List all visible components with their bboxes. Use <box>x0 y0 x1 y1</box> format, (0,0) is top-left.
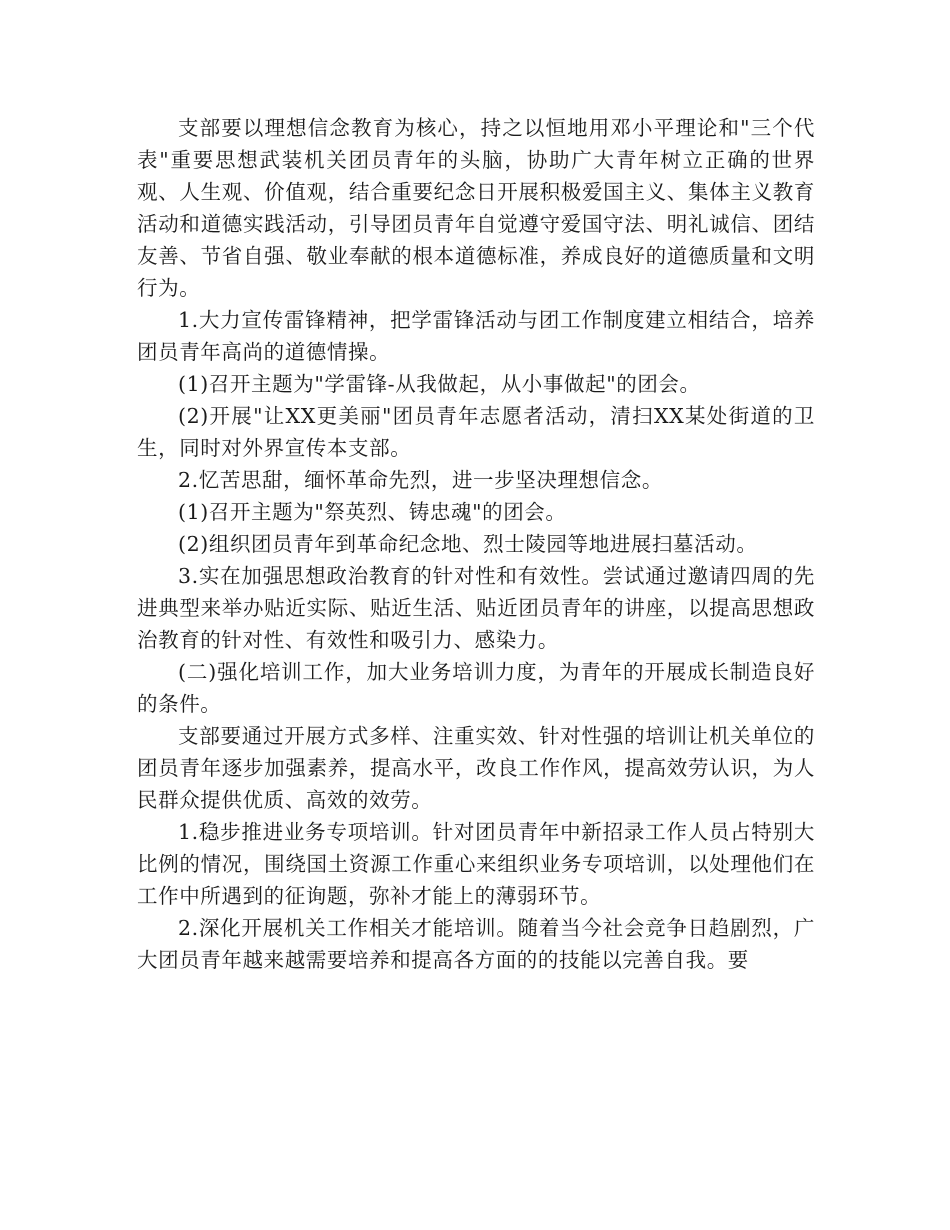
document-body <box>137 112 815 976</box>
paragraph-martyrs-meeting: (1)召开主题为"祭英烈、铸忠魂"的团会。 <box>178 500 567 524</box>
paragraph-section-training: (二)强化培训工作，加大业务培训力度，为青年的开展成长制造良好的条件。 <box>137 660 815 716</box>
paragraph-volunteer-activity: (2)开展"让XX更美丽"团员青年志愿者活动，清扫XX某处街道的卫生，同时对外界宣传本支部。 <box>137 404 815 460</box>
paragraph-leifeng-meeting: (1)召开主题为"学雷锋-从我做起，从小事做起"的团会。 <box>178 372 701 396</box>
paragraph-revolutionary-martyrs: 2.忆苦思甜，缅怀革命先烈，进一步坚决理想信念。 <box>178 468 663 492</box>
paragraph-business-training: 1.稳步推进业务专项培训。针对团员青年中新招录工作人员占特别大比例的情况，围绕国土资源工作重心来组织业务专项培训，以处理他们在工作中所遇到的征询题，弥补才能上的薄弱环节。 <box>137 820 815 908</box>
paragraph-tomb-sweeping: (2)组织团员青年到革命纪念地、烈士陵园等地进展扫墓活动。 <box>178 532 758 556</box>
paragraph-leifeng-spirit: 1.大力宣传雷锋精神，把学雷锋活动与团工作制度建立相结合，培养团员青年高尚的道德情操。 <box>137 308 815 364</box>
paragraph-political-education: 3.实在加强思想政治教育的针对性和有效性。尝试通过邀请四周的先进典型来举办贴近实际、贴近生活、贴近团员青年的讲座，以提高思想政治教育的针对性、有效性和吸引力、感染力。 <box>137 564 815 652</box>
paragraph-ideals-education: 支部要以理想信念教育为核心，持之以恒地用邓小平理论和"三个代表"重要思想武装机关团员青年的头脑，协助广大青年树立正确的世界观、人生观、价值观，结合重要纪念日开展积极爱国主义、集体主义教育活动和道德实践活动，引导团员青年自觉遵守爱国守法、明礼诚信、团结友善、节省自强、敬业奉献的根本道德标准，养成良好的道德质量和文明行为。 <box>137 116 815 300</box>
paragraph-training-overview: 支部要通过开展方式多样、注重实效、针对性强的培训让机关单位的团员青年逐步加强素养，提高水平，改良工作作风，提高效劳认识，为人民群众提供优质、高效的效劳。 <box>137 724 815 812</box>
paragraph-skills-training: 2.深化开展机关工作相关才能培训。随着当今社会竞争日趋剧烈，广大团员青年越来越需要培养和提高各方面的的技能以完善自我。要 <box>137 916 815 972</box>
